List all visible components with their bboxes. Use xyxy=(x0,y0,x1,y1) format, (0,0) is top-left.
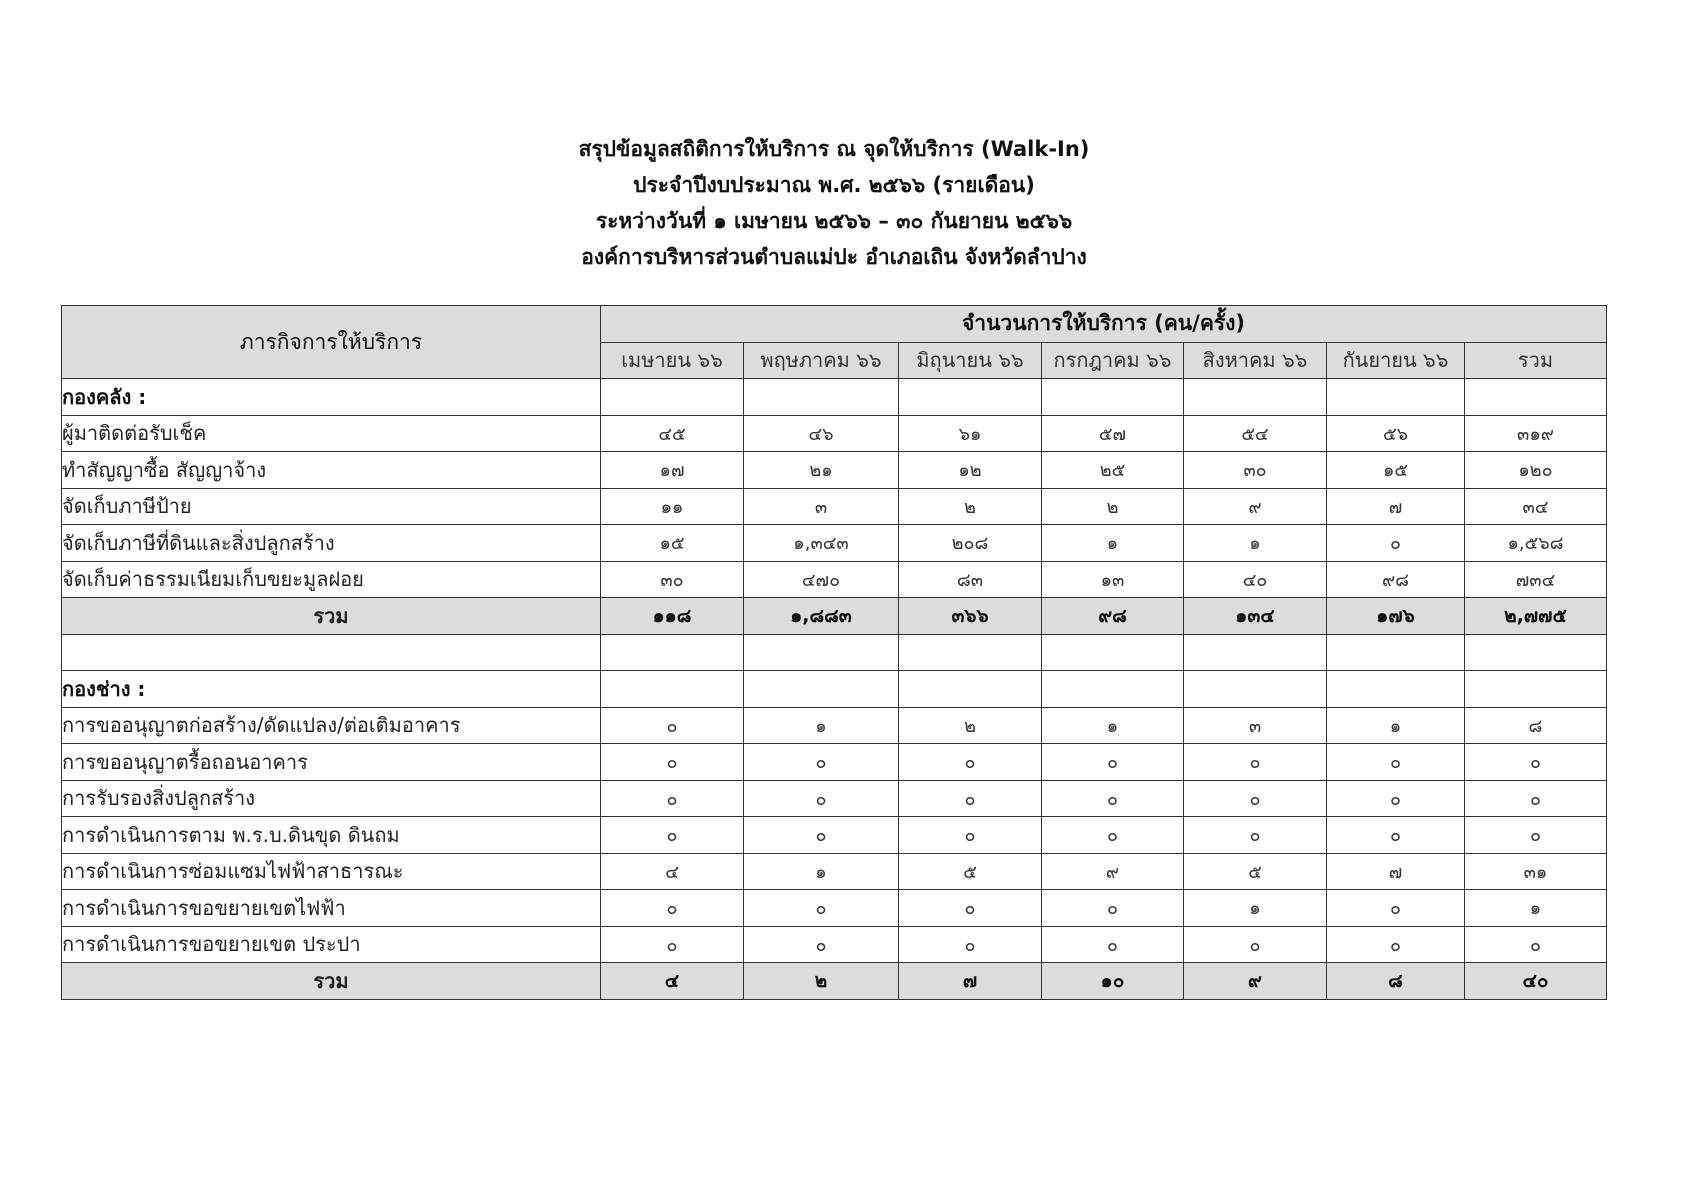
value-cell: ๐ xyxy=(1042,890,1184,927)
value-cell: ๐ xyxy=(1327,890,1465,927)
row-label: การขออนุญาตรื้อถอนอาคาร xyxy=(62,744,601,781)
value-cell: ๐ xyxy=(1465,744,1607,781)
table-row xyxy=(62,488,1607,525)
value-cell: ๐ xyxy=(744,890,899,927)
row-label: การขออนุญาตก่อสร้าง/ดัดแปลง/ต่อเติมอาคาร xyxy=(62,707,601,744)
value-cell: ๒๐๘ xyxy=(899,525,1042,562)
value-cell: ๑ xyxy=(1042,525,1184,562)
value-cell: ๑ xyxy=(1184,890,1327,927)
empty-cell xyxy=(1465,379,1607,416)
header-service-count: จำนวนการให้บริการ (คน/ครั้ง) xyxy=(601,306,1607,343)
title-line-2: ประจำปีงบประมาณ พ.ศ. ๒๕๖๖ (รายเดือน) xyxy=(633,173,1035,197)
value-cell: ๐ xyxy=(744,744,899,781)
value-cell: ๓๐ xyxy=(601,561,744,598)
row-label: การรับรองสิ่งปลูกสร้าง xyxy=(62,780,601,817)
empty-cell xyxy=(899,671,1042,708)
header-month-apr: เมษายน ๖๖ xyxy=(601,342,744,379)
value-cell: ๐ xyxy=(1327,817,1465,854)
header-mission: ภารกิจการให้บริการ xyxy=(62,306,601,379)
empty-cell xyxy=(744,379,899,416)
header-month-sep: กันยายน ๖๖ xyxy=(1327,342,1465,379)
total-value-cell: ๓๖๖ xyxy=(899,598,1042,635)
value-cell: ๙ xyxy=(1042,853,1184,890)
value-cell: ๑ xyxy=(1184,525,1327,562)
table-row xyxy=(62,452,1607,489)
value-cell: ๓๐ xyxy=(1184,452,1327,489)
value-cell: ๕ xyxy=(1184,853,1327,890)
value-cell: ๒ xyxy=(899,488,1042,525)
header-total: รวม xyxy=(1465,342,1607,379)
value-cell: ๑๗ xyxy=(601,452,744,489)
value-cell: ๐ xyxy=(1327,525,1465,562)
row-label: ทำสัญญาซื้อ สัญญาจ้าง xyxy=(62,452,601,489)
value-cell: ๑๑ xyxy=(601,488,744,525)
total-value-cell: ๑๓๔ xyxy=(1184,598,1327,635)
value-cell: ๐ xyxy=(899,817,1042,854)
total-value-cell: ๗ xyxy=(899,963,1042,1000)
header-month-jul: กรกฎาคม ๖๖ xyxy=(1042,342,1184,379)
value-cell: ๗๓๔ xyxy=(1465,561,1607,598)
section-label: กองคลัง : xyxy=(62,379,601,416)
value-cell: ๑,๕๖๘ xyxy=(1465,525,1607,562)
spacer-row xyxy=(62,634,1607,671)
value-cell: ๐ xyxy=(1042,744,1184,781)
value-cell: ๑๓ xyxy=(1042,561,1184,598)
value-cell: ๐ xyxy=(899,744,1042,781)
value-cell: ๑๕ xyxy=(601,525,744,562)
empty-cell xyxy=(1327,634,1465,671)
value-cell: ๗ xyxy=(1327,853,1465,890)
value-cell: ๐ xyxy=(1184,926,1327,963)
table-row xyxy=(62,780,1607,817)
total-label: รวม xyxy=(62,963,601,1000)
value-cell: ๑ xyxy=(1465,890,1607,927)
value-cell: ๔๖ xyxy=(744,415,899,452)
row-label: การดำเนินการขอขยายเขต ประปา xyxy=(62,926,601,963)
empty-cell xyxy=(1465,671,1607,708)
row-label: ผู้มาติดต่อรับเช็ค xyxy=(62,415,601,452)
row-label: การดำเนินการซ่อมแซมไฟฟ้าสาธารณะ xyxy=(62,853,601,890)
value-cell: ๒ xyxy=(1042,488,1184,525)
header-month-aug: สิงหาคม ๖๖ xyxy=(1184,342,1327,379)
value-cell: ๐ xyxy=(899,890,1042,927)
value-cell: ๑๒๐ xyxy=(1465,452,1607,489)
value-cell: ๖๑ xyxy=(899,415,1042,452)
total-value-cell: ๒,๗๗๕ xyxy=(1465,598,1607,635)
value-cell: ๕ xyxy=(899,853,1042,890)
value-cell: ๐ xyxy=(1184,780,1327,817)
total-value-cell: ๑๗๖ xyxy=(1327,598,1465,635)
row-label: จัดเก็บค่าธรรมเนียมเก็บขยะมูลฝอย xyxy=(62,561,601,598)
value-cell: ๐ xyxy=(1042,817,1184,854)
value-cell: ๓๑ xyxy=(1465,853,1607,890)
value-cell: ๐ xyxy=(601,926,744,963)
value-cell: ๐ xyxy=(1327,744,1465,781)
empty-cell xyxy=(1184,634,1327,671)
value-cell: ๐ xyxy=(744,926,899,963)
empty-cell xyxy=(62,634,601,671)
header-month-jun: มิถุนายน ๖๖ xyxy=(899,342,1042,379)
empty-cell xyxy=(1042,379,1184,416)
total-value-cell: ๔ xyxy=(601,963,744,1000)
table-row xyxy=(62,707,1607,744)
value-cell: ๐ xyxy=(1184,817,1327,854)
empty-cell xyxy=(1184,671,1327,708)
engineering-total-row xyxy=(62,963,1607,1000)
total-value-cell: ๑๐ xyxy=(1042,963,1184,1000)
value-cell: ๐ xyxy=(1184,744,1327,781)
value-cell: ๘๓ xyxy=(899,561,1042,598)
table-row xyxy=(62,744,1607,781)
value-cell: ๑ xyxy=(1042,707,1184,744)
section-finance xyxy=(62,379,1607,416)
empty-cell xyxy=(744,634,899,671)
empty-cell xyxy=(1042,671,1184,708)
service-statistics-table xyxy=(61,305,1607,1000)
value-cell: ๐ xyxy=(1465,926,1607,963)
row-label: จัดเก็บภาษีที่ดินและสิ่งปลูกสร้าง xyxy=(62,525,601,562)
value-cell: ๑ xyxy=(744,707,899,744)
value-cell: ๓ xyxy=(1184,707,1327,744)
value-cell: ๕๗ xyxy=(1042,415,1184,452)
value-cell: ๒๕ xyxy=(1042,452,1184,489)
total-value-cell: ๒ xyxy=(744,963,899,1000)
empty-cell xyxy=(899,379,1042,416)
value-cell: ๑ xyxy=(1327,707,1465,744)
total-value-cell: ๘ xyxy=(1327,963,1465,1000)
table-row xyxy=(62,853,1607,890)
row-label: การดำเนินการขอขยายเขตไฟฟ้า xyxy=(62,890,601,927)
empty-cell xyxy=(601,671,744,708)
value-cell: ๐ xyxy=(1327,926,1465,963)
value-cell: ๗ xyxy=(1327,488,1465,525)
value-cell: ๐ xyxy=(601,744,744,781)
empty-cell xyxy=(601,379,744,416)
value-cell: ๐ xyxy=(1465,780,1607,817)
value-cell: ๑ xyxy=(744,853,899,890)
value-cell: ๓๔ xyxy=(1465,488,1607,525)
total-label: รวม xyxy=(62,598,601,635)
value-cell: ๐ xyxy=(601,780,744,817)
value-cell: ๘ xyxy=(1465,707,1607,744)
value-cell: ๐ xyxy=(1465,817,1607,854)
title-line-3: ระหว่างวันที่ ๑ เมษายน ๒๕๖๖ – ๓๐ กันยายน ๒๕๖๖ xyxy=(595,209,1073,233)
total-value-cell: ๙๘ xyxy=(1042,598,1184,635)
value-cell: ๑,๓๔๓ xyxy=(744,525,899,562)
value-cell: ๔๐ xyxy=(1184,561,1327,598)
table-row xyxy=(62,926,1607,963)
value-cell: ๐ xyxy=(601,890,744,927)
value-cell: ๐ xyxy=(601,817,744,854)
empty-cell xyxy=(1465,634,1607,671)
title-line-4: องค์การบริหารส่วนตำบลแม่ปะ อำเภอเถิน จังหวัดลำปาง xyxy=(581,245,1087,269)
value-cell: ๙๘ xyxy=(1327,561,1465,598)
value-cell: ๐ xyxy=(899,780,1042,817)
value-cell: ๐ xyxy=(1042,926,1184,963)
value-cell: ๓ xyxy=(744,488,899,525)
total-value-cell: ๙ xyxy=(1184,963,1327,1000)
total-value-cell: ๔๐ xyxy=(1465,963,1607,1000)
table-body xyxy=(62,379,1607,1000)
finance-total-row xyxy=(62,598,1607,635)
value-cell: ๐ xyxy=(1327,780,1465,817)
value-cell: ๕๖ xyxy=(1327,415,1465,452)
table-row xyxy=(62,890,1607,927)
row-label: การดำเนินการตาม พ.ร.บ.ดินขุด ดินถม xyxy=(62,817,601,854)
value-cell: ๐ xyxy=(899,926,1042,963)
value-cell: ๐ xyxy=(601,707,744,744)
value-cell: ๑๒ xyxy=(899,452,1042,489)
section-engineering xyxy=(62,671,1607,708)
value-cell: ๓๑๙ xyxy=(1465,415,1607,452)
value-cell: ๐ xyxy=(1042,780,1184,817)
value-cell: ๑๕ xyxy=(1327,452,1465,489)
empty-cell xyxy=(1184,379,1327,416)
document-title xyxy=(0,131,1668,275)
value-cell: ๐ xyxy=(744,780,899,817)
table-row xyxy=(62,525,1607,562)
value-cell: ๒ xyxy=(899,707,1042,744)
value-cell: ๙ xyxy=(1184,488,1327,525)
row-label: จัดเก็บภาษีป้าย xyxy=(62,488,601,525)
value-cell: ๔๕ xyxy=(601,415,744,452)
empty-cell xyxy=(899,634,1042,671)
value-cell: ๔๗๐ xyxy=(744,561,899,598)
table-row xyxy=(62,561,1607,598)
empty-cell xyxy=(1327,379,1465,416)
title-line-1: สรุปข้อมูลสถิติการให้บริการ ณ จุดให้บริการ (Walk-In) xyxy=(578,137,1090,161)
value-cell: ๔ xyxy=(601,853,744,890)
table-row xyxy=(62,415,1607,452)
value-cell: ๐ xyxy=(744,817,899,854)
value-cell: ๕๔ xyxy=(1184,415,1327,452)
total-value-cell: ๑๑๘ xyxy=(601,598,744,635)
section-label: กองช่าง : xyxy=(62,671,601,708)
value-cell: ๒๑ xyxy=(744,452,899,489)
empty-cell xyxy=(1042,634,1184,671)
empty-cell xyxy=(601,634,744,671)
table-row xyxy=(62,817,1607,854)
header-month-may: พฤษภาคม ๖๖ xyxy=(744,342,899,379)
empty-cell xyxy=(1327,671,1465,708)
total-value-cell: ๑,๘๘๓ xyxy=(744,598,899,635)
empty-cell xyxy=(744,671,899,708)
